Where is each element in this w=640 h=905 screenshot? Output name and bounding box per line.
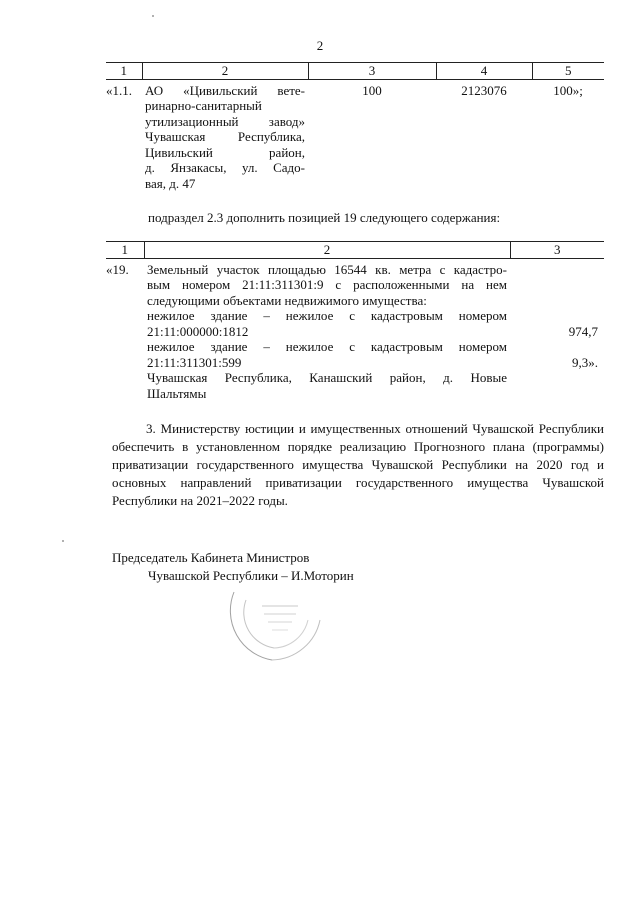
column-header: 1 [106, 242, 144, 259]
column-header: 3 [510, 242, 604, 259]
name-line: д. Янзакасы, ул. Садо- [145, 160, 305, 175]
column-header: 4 [436, 63, 532, 80]
name-line: утилизационный завод» [145, 113, 305, 129]
table-header-row [106, 63, 604, 80]
location-line: Шальтямы [147, 385, 207, 401]
building-2-cadastral: 21:11:311301:599 [147, 354, 242, 370]
area-cell [510, 258, 604, 401]
desc-line: вым номером 21:11:311301:9 с расположенными на нем [147, 277, 507, 292]
scan-speck [152, 15, 154, 17]
building-2-area: 9,3». [572, 354, 598, 370]
name-line: Цивильский район, [145, 144, 305, 160]
building-1-area: 974,7 [568, 323, 598, 339]
column-header: 2 [142, 63, 308, 80]
page-number: 2 [316, 38, 324, 53]
property-table-2 [106, 241, 604, 401]
description-cell [144, 258, 510, 401]
organization-cell [142, 79, 308, 191]
building-1-cadastral: 21:11:000000:1812 [147, 323, 249, 339]
desc-line: следующими объектами недвижимого имущества: [147, 292, 427, 308]
row-number: «19. [106, 261, 129, 277]
signature-name: Чувашской Республики – И.Моторин [148, 568, 354, 583]
shares-count-cell: 2123076 [461, 82, 507, 98]
table-row [106, 258, 604, 401]
name-line: АО «Цивильский вете- [145, 82, 305, 98]
name-line: Чувашская Республика, [145, 129, 305, 144]
percent-cell: 100»; [553, 82, 583, 98]
column-header: 2 [144, 242, 510, 259]
building-2-line: нежилое здание – нежилое с кадастровым номером [147, 339, 507, 354]
table-header-row [106, 242, 604, 259]
row-number: «1.1. [106, 82, 132, 98]
building-1-line: нежилое здание – нежилое с кадастровым номером [147, 308, 507, 323]
column-header: 1 [106, 63, 142, 80]
table-row [106, 79, 604, 191]
share-cell: 100 [362, 82, 382, 98]
desc-line: Земельный участок площадью 16544 кв. метра с кадастро- [147, 261, 507, 277]
column-header: 3 [308, 63, 436, 80]
amendment-intro: подраздел 2.3 дополнить позицией 19 следующего содержания: [148, 210, 501, 225]
name-line: вая, д. 47 [145, 175, 196, 191]
column-header: 5 [532, 63, 604, 80]
property-table-1 [106, 62, 604, 191]
paragraph-3: 3. Министерству юстиции и имущественных отношений Чувашской Республики обеспечить в установленном порядке реализацию Прогнозного плана (программы) приватизации государственного имущества Чувашской Республики на 2020 год и основных направлений приватизации государственного имущества Чувашской Республики на 2021–2022 годы. [112, 421, 604, 508]
scan-speck [62, 540, 64, 542]
location-line: Чувашская Республика, Канашский район, д. Новые [147, 370, 507, 385]
name-line: ринарно-санитарный [145, 98, 262, 113]
signature-title: Председатель Кабинета Министров [112, 550, 310, 565]
